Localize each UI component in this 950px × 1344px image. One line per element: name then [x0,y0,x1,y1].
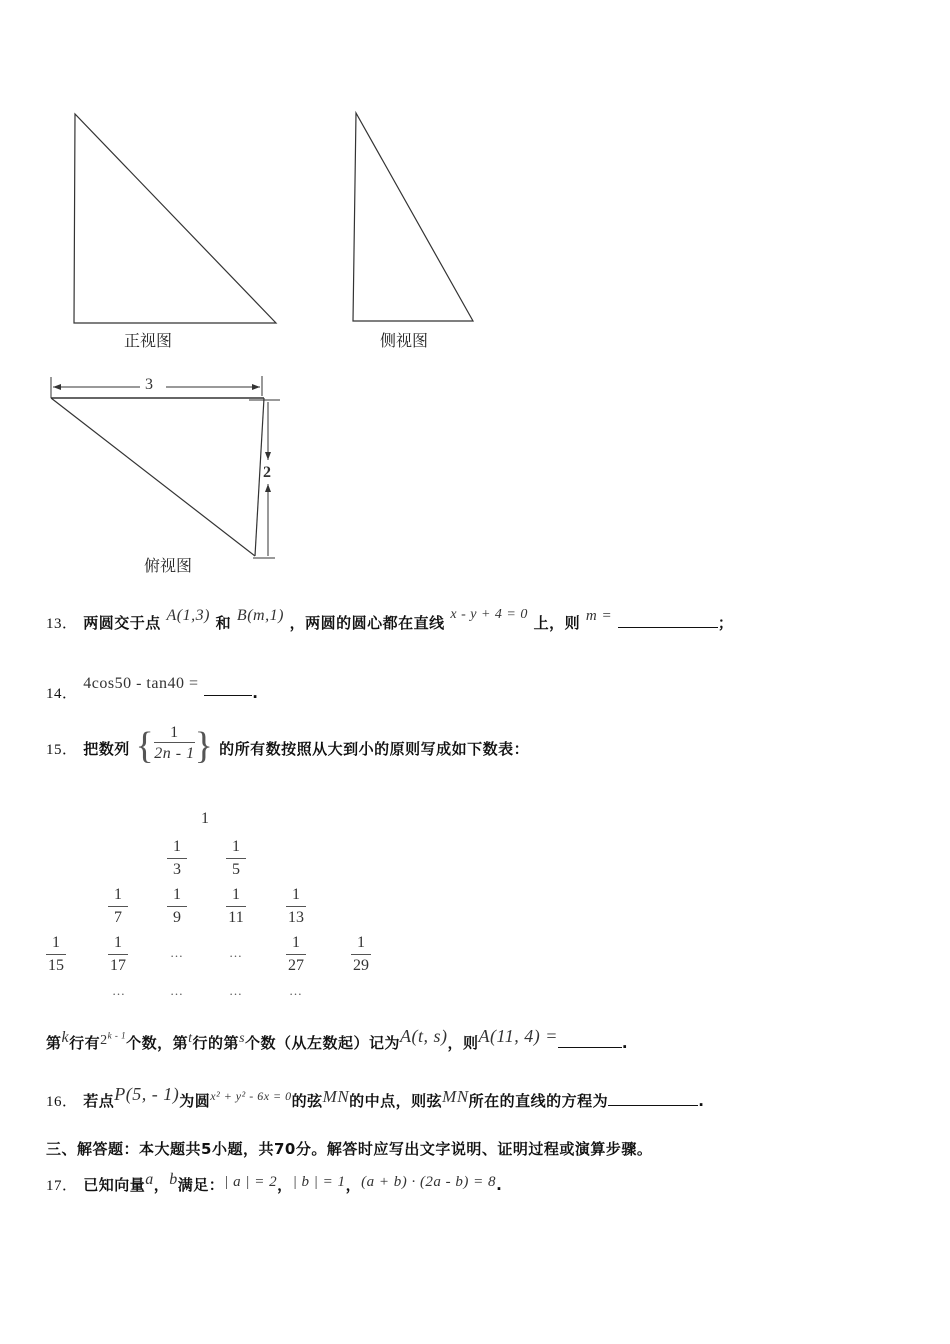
top-view-diagram [51,376,280,558]
math-expression: MN [442,1087,469,1106]
question-text: 个数，第 [126,1034,189,1052]
question-17 [46,1171,503,1195]
math-expression: A(11, 4) = [478,1026,558,1046]
question-text: 把数列 [83,740,130,758]
answer-blank[interactable] [204,681,252,696]
question-text: 行的第 [192,1034,240,1052]
math-expression: B(m,1) [236,607,284,624]
question-text: 上，则 [533,614,581,632]
punctuation: ； [717,614,734,632]
fraction-numerator: 1 [170,724,179,741]
table-fraction: 1 13 [288,886,304,926]
math-expression: s [239,1031,246,1046]
table-ellipsis: … [170,945,183,960]
table-fraction: 1 3 [162,838,192,879]
side-view-triangle [353,113,473,321]
table-ellipsis: … [229,983,242,998]
math-expression: 2$^{k - 1}$ [100,1030,127,1048]
table-fraction: 1 15 [48,934,64,974]
question-number: 14． [46,686,78,702]
table-ellipsis: … [170,983,183,998]
answer-blank[interactable] [608,1091,698,1106]
question-text: 的中点，则弦 [349,1092,443,1110]
question-text: 若点 [83,1092,115,1110]
math-expression: MN [322,1087,350,1106]
question-text: 已知向量 [83,1176,146,1194]
fraction-denominator: 2n - 1 [154,742,194,763]
math-expression: | a | = 2 [224,1174,278,1190]
math-expression: k [61,1029,70,1046]
punctuation: ， [345,1176,362,1194]
question-number: 16． [46,1094,78,1110]
punctuation: . [621,1034,629,1052]
front-view-triangle [74,114,276,323]
math-expression: A(1,3) [166,607,210,624]
question-text: 所在的直线的方程为 [468,1092,609,1110]
question-text: 的弦 [291,1092,323,1110]
question-15 [46,724,529,773]
question-text: 满足： [177,1176,225,1194]
math-expression: P(5, - 1) [114,1084,180,1104]
question-number: 17． [46,1178,78,1194]
right-brace: } [194,725,214,767]
question-text: ，则 [447,1034,479,1052]
math-expression: m = [585,608,613,624]
question-14 [46,672,259,702]
math-expression: | b | = 1 [292,1174,346,1190]
front-view-caption: 正视图 [124,331,173,350]
math-expression: x - y + 4 = 0 [450,607,528,622]
math-expression: x² + y² - 6x = 0 [210,1089,292,1103]
math-expression: 4cos50 - tan40 = [83,675,199,692]
punctuation: . [496,1176,503,1194]
table-fraction: 1 29 [353,934,369,974]
table-fraction: 1 5 [221,838,251,879]
question-text: 第 [46,1034,62,1052]
question-15-continuation [46,1026,629,1053]
question-number: 13． [46,616,78,632]
question-text: 的所有数按照从大到小的原则写成如下数表： [219,740,530,758]
table-ellipsis: … [289,983,302,998]
table-ellipsis: … [112,983,125,998]
punctuation: ， [153,1176,170,1194]
section-3-heading: 三、解答题：本大题共5小题，共70分。解答时应写出文字说明、证明过程或演算步骤。 [46,1140,653,1158]
math-expression: (a + b) · (2a - b) = 8 [361,1174,497,1190]
top-view-height-label: 2 [263,464,271,481]
vector-b: b [169,1171,178,1188]
side-view-caption: 侧视图 [380,331,429,350]
top-view-caption: 俯视图 [144,556,193,575]
table-fraction: 1 17 [110,934,126,974]
answer-blank[interactable] [558,1033,622,1048]
table-entry: 1 [201,810,209,827]
top-view-width-label: 3 [145,376,153,393]
question-text: 两圆交于点 [83,614,161,632]
punctuation: . [252,684,259,702]
question-16 [46,1084,705,1111]
question-number: 15． [46,742,78,758]
answer-blank[interactable] [618,613,718,628]
question-text: ，两圆的圆心都在直线 [289,614,445,632]
left-brace: { [135,725,155,767]
math-expression: t [188,1031,193,1046]
table-fraction: 1 7 [103,886,133,927]
math-expression: A(t, s) [400,1026,448,1046]
sequence-fraction [154,724,194,763]
question-text: 为圆 [179,1092,211,1110]
table-fraction: 1 9 [162,886,192,927]
punctuation: ， [277,1176,293,1194]
table-fraction: 1 11 [221,886,251,927]
question-text: 和 [215,614,232,632]
question-text: 行有 [69,1034,101,1052]
three-view-figures [0,0,950,600]
question-text: 个数（从左数起）记为 [245,1034,401,1052]
vector-a: a [145,1171,154,1188]
question-13 [46,607,734,633]
table-fraction: 1 27 [288,934,304,974]
punctuation: . [698,1092,705,1110]
table-ellipsis: … [229,945,242,960]
